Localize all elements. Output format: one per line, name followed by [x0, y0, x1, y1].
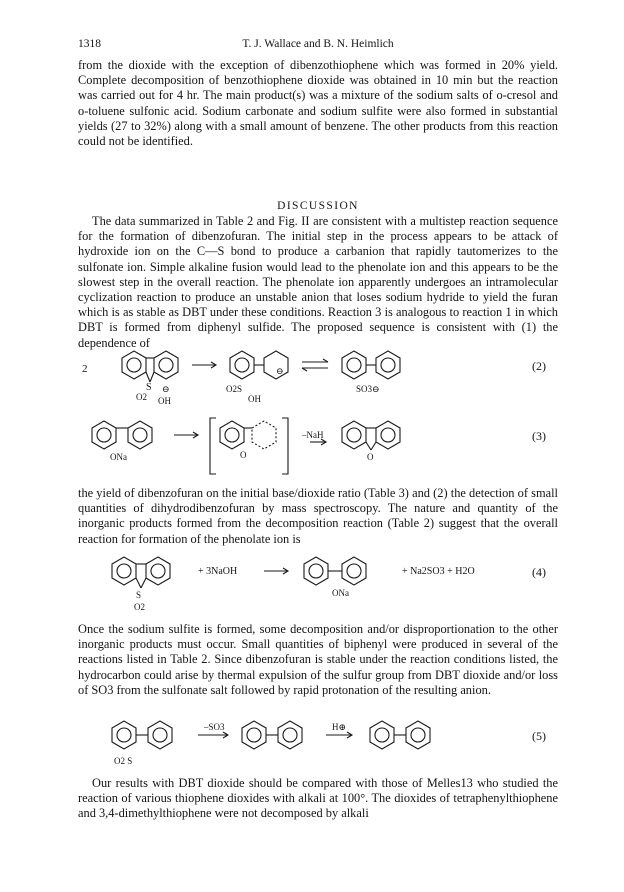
svg-text:H⊕: H⊕	[332, 722, 347, 732]
svg-text:O: O	[367, 452, 374, 462]
paragraph-decomposition: Once the sodium sulfite is formed, some decomposition and/or disproportionation to the other inorganic products must occur. Small quantities of biphenyl were produced in several of the reactions listed in Table 2. Since dibenzofuran is stable under the reaction conditions listed, the hydrocarbon could arise by thermal expulsion of the sulfur group from DBT dioxide and/or loss of SO3 from the sulfonate salt followed by rapid protonation of the resulting anion.	[78, 622, 558, 697]
svg-text:⊖: ⊖	[162, 384, 170, 394]
paragraph-discussion: The data summarized in Table 2 and Fig. II are consistent with a multistep reaction sequence for the formation of dibenzofuran. The initial step in the process appears to be attack of hydroxide ion on the C—S bond to produce a carbanion that rapidly tautomerizes to the sulfonate ion. Simple alkaline fusion would lead to the phenolate ion and this appears to be the slowest step in the overall reaction. The phenolate ion apparently undergoes an intramolecular cyclization reaction to produce an unstable anion that loses sodium hydride to yield the furan which is as stable as DBT under these conditions. Reaction 3 is analogous to reaction 1 in which DBT is formed from diphenyl sulfide. The proposed sequence is consistent with (1) the dependence of	[78, 214, 558, 350]
eq3-number: (3)	[532, 429, 546, 443]
svg-text:–SO3: –SO3	[204, 722, 225, 732]
svg-text:O2 S: O2 S	[114, 756, 133, 766]
svg-text:O: O	[240, 450, 247, 460]
svg-text:OH: OH	[248, 394, 261, 404]
equation-5	[70, 718, 570, 768]
page-header	[78, 38, 558, 52]
page-number: 1318	[78, 38, 101, 50]
svg-text:O2S: O2S	[226, 384, 243, 394]
eq2-number: (2)	[532, 359, 546, 373]
svg-text:SO3⊖: SO3⊖	[356, 384, 380, 394]
paragraph-inorganic: the yield of dibenzofuran on the initial base/dioxide ratio (Table 3) and (2) the detection of small quantities of dihydrodibenzofuran by mass spectroscopy. The nature and quantity of the inorganic products formed from the decomposition reaction (Table 2) suggest that the overall reaction for formation of the phenolate ion is	[78, 486, 558, 546]
equation-3	[70, 414, 570, 480]
eq2-prefix: 2	[82, 363, 88, 375]
equation-2	[70, 346, 570, 408]
equation-4	[70, 550, 570, 614]
svg-text:+ Na2SO3 + H2O: + Na2SO3 + H2O	[402, 566, 475, 577]
eq4-number: (4)	[532, 565, 546, 579]
running-head: T. J. Wallace and B. N. Heimlich	[242, 38, 394, 50]
svg-text:O2: O2	[136, 392, 147, 402]
svg-text:OH: OH	[158, 396, 171, 406]
svg-text:ONa: ONa	[332, 588, 349, 598]
eq5-number: (5)	[532, 729, 546, 743]
svg-text:+ 3NaOH: + 3NaOH	[198, 566, 238, 577]
paragraph-results-continued: from the dioxide with the exception of dibenzothiophene which was formed in 20% yield. Complete decomposition of benzothiophene dioxide was obtained in 10 min but the reaction was carried out for 4 hr. The main product(s) was a mixture of the sodium salts of o-cresol and o-toluene sulfonic acid. Sodium carbonate and sodium sulfite were also formed in substantial yields (27 to 32%) along with a small amount of benzene. The other products from this reaction could not be identified.	[78, 58, 558, 149]
svg-text:ONa: ONa	[110, 452, 127, 462]
svg-text:⊖: ⊖	[276, 366, 284, 376]
svg-text:S: S	[136, 590, 142, 600]
section-heading: DISCUSSION	[277, 200, 359, 212]
paragraph-comparison: Our results with DBT dioxide should be compared with those of Melles13 who studied the reaction of various thiophene dioxides with alkali at 100°. The dioxides of tetraphenylthiophene and 3,4-dimethylthiophene were not decomposed by alkali	[78, 776, 558, 821]
svg-text:O2: O2	[134, 602, 145, 612]
svg-text:S: S	[146, 382, 152, 393]
svg-text:–NaH: –NaH	[302, 430, 324, 440]
